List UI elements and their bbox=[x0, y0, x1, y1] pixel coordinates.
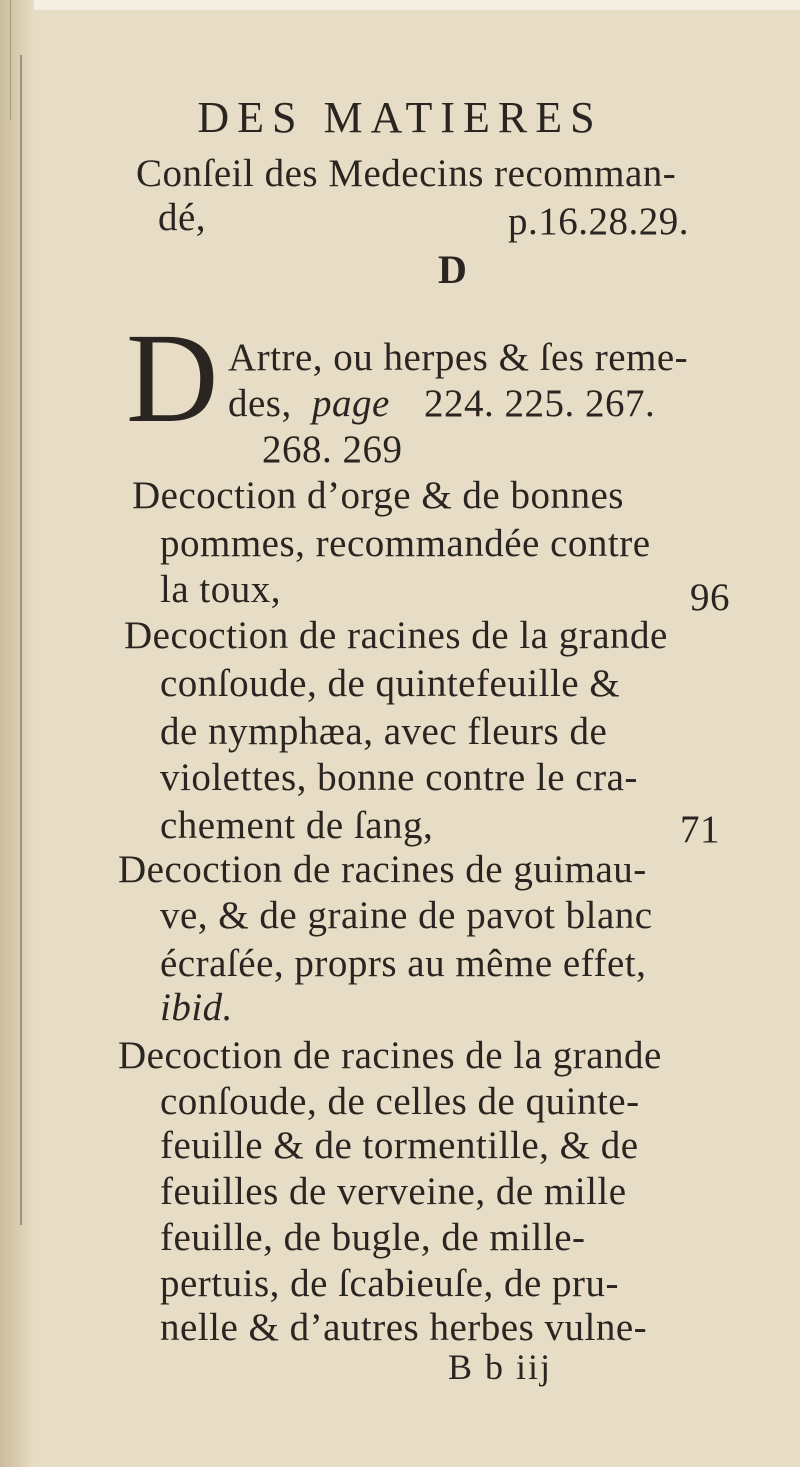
page-reference: ibid. bbox=[160, 986, 233, 1029]
section-letter: D bbox=[438, 247, 467, 292]
entry-line-italic: page bbox=[312, 382, 390, 425]
entry-line: pertuis, de ſcabieuſe, de pru- bbox=[160, 1262, 619, 1305]
page-reference: 71 bbox=[680, 808, 720, 851]
entry-line: violettes, bonne contre le cra- bbox=[160, 756, 638, 799]
entry-line: Artre, ou herpes & ſes reme- bbox=[228, 336, 689, 379]
entry-line: ve, & de graine de pavot blanc bbox=[160, 894, 653, 937]
page-reference: 224. 225. 267. bbox=[424, 382, 656, 425]
entry-line: la toux, bbox=[160, 568, 281, 611]
entry-line: nelle & d’autres herbes vulne- bbox=[160, 1306, 648, 1349]
entry-line: écraſée, proprs au même effet, bbox=[160, 942, 647, 985]
entry-line: feuilles de verveine, de mille bbox=[160, 1170, 627, 1213]
book-spine-shadow bbox=[0, 0, 34, 1467]
entry-line: Conſeil des Medecins recomman- bbox=[136, 152, 677, 195]
page-reference: p.16.28.29. bbox=[508, 200, 689, 243]
page-reference: 268. 269 bbox=[262, 428, 403, 471]
entry-line: feuille & de tormentille, & de bbox=[160, 1124, 639, 1167]
page-top-edge bbox=[0, 0, 800, 10]
entry-line: dé, bbox=[158, 196, 207, 239]
entry-line: Decoction de racines de guimau- bbox=[118, 848, 647, 891]
signature-mark: B b iij bbox=[448, 1347, 553, 1387]
entry-line: chement de ſang, bbox=[160, 804, 434, 847]
entry-line: de nymphæa, avec fleurs de bbox=[160, 710, 608, 753]
entry-line: des, bbox=[228, 382, 292, 425]
spine-crease bbox=[20, 55, 22, 1225]
running-header: DES MATIERES bbox=[197, 93, 603, 142]
drop-cap: D bbox=[126, 307, 219, 449]
entry-line: Decoction de racines de la grande bbox=[124, 614, 668, 657]
entry-line: Decoction de racines de la grande bbox=[118, 1034, 662, 1077]
entry-line: feuille, de bugle, de mille- bbox=[160, 1216, 586, 1259]
entry-line: Decoction d’orge & de bonnes bbox=[132, 474, 624, 517]
entry-line: conſoude, de celles de quinte- bbox=[160, 1080, 640, 1123]
entry-line: pommes, recommandée contre bbox=[160, 522, 651, 565]
page-reference: 96 bbox=[690, 576, 730, 619]
entry-line: conſoude, de quintefeuille & bbox=[160, 662, 621, 705]
